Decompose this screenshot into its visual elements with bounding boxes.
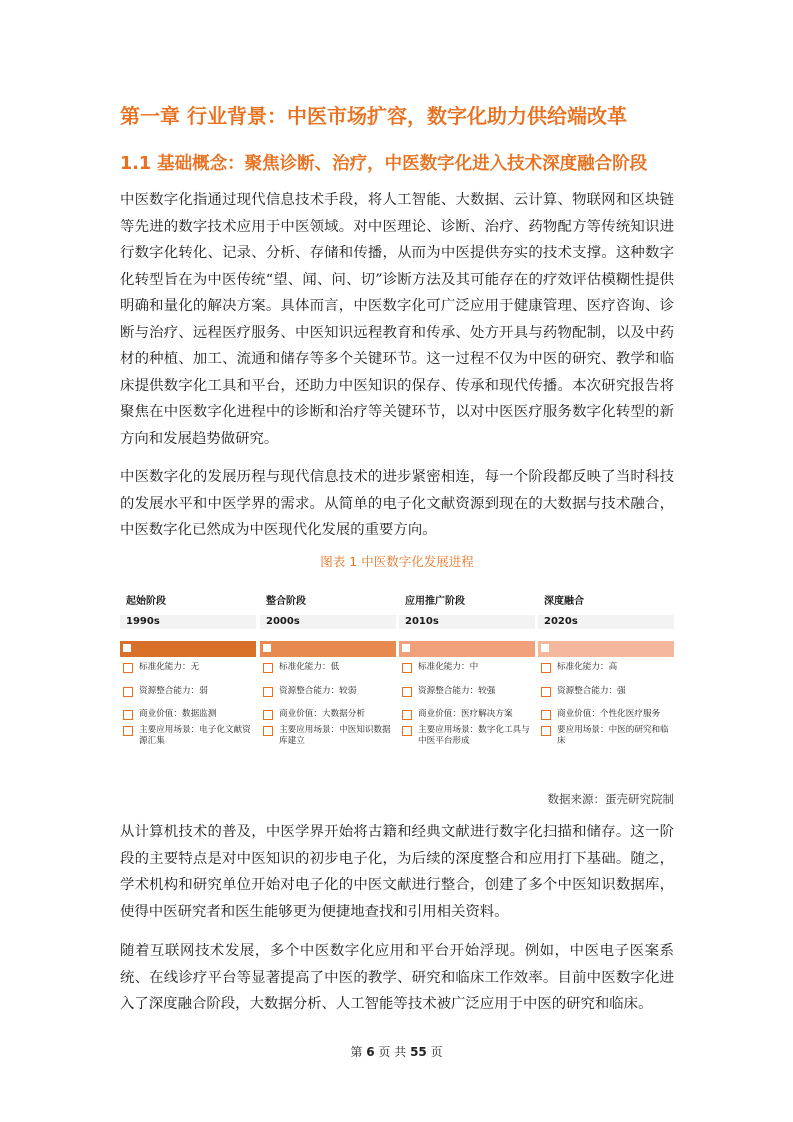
feature-integration bbox=[263, 686, 399, 697]
feature-text: 主要应用场景：中医知识数据库建立 bbox=[279, 725, 391, 746]
feature-integration bbox=[541, 686, 677, 697]
feature-commercial bbox=[402, 709, 538, 720]
checkbox-icon bbox=[402, 726, 412, 736]
paragraph-history: 中医数字化的发展历程与现代信息技术的进步紧密相连，每一个阶段都反映了当时科技的发展水平和中医学界的需求。从简单的电子化文献资源到现在的大数据与技术融合，中医数字化已然成为中医现代化发展的重要方向。 bbox=[120, 469, 674, 538]
feature-text: 资源整合能力：弱 bbox=[139, 686, 208, 696]
section-title: 1.1 基础概念：聚焦诊断、治疗，中医数字化进入技术深度融合阶段 bbox=[120, 154, 648, 174]
page-footer bbox=[0, 1043, 793, 1060]
stage-name: 起始阶段 bbox=[126, 596, 166, 607]
checkbox-icon bbox=[541, 726, 551, 736]
checkbox-icon bbox=[263, 726, 273, 736]
paragraph-early-stage: 从计算机技术的普及，中医学界开始将古籍和经典文献进行数字化扫描和储存。这一阶段的主要特点是对中医知识的初步电子化，为后续的深度整合和应用打下基础。随之，学术机构和研究单位开始对电子化的中医文献进行整合，创建了多个中医知识数据库，使得中医研究者和医生能够更为便捷地查找和引用相关资料。 bbox=[120, 824, 674, 920]
checkbox-icon bbox=[541, 687, 551, 697]
checkbox-icon bbox=[123, 687, 133, 697]
stage-bar-marker bbox=[541, 644, 549, 652]
stage-period: 2010s bbox=[399, 615, 535, 629]
stage-period: 2000s bbox=[260, 615, 396, 629]
feature-text: 资源整合能力：较弱 bbox=[279, 686, 357, 696]
feature-text: 商业价值：医疗解决方案 bbox=[418, 709, 513, 719]
stage-2 bbox=[260, 594, 396, 746]
stage-bar bbox=[399, 641, 535, 657]
feature-text: 标准化能力：无 bbox=[139, 662, 200, 672]
stage-bar-marker bbox=[402, 644, 410, 652]
feature-text: 标准化能力：低 bbox=[279, 662, 340, 672]
figure-caption: 图表 1 中医数字化发展进程 bbox=[320, 554, 474, 569]
current-page-number: 6 bbox=[366, 1045, 375, 1059]
stage-bar-marker bbox=[263, 644, 271, 652]
feature-text: 资源整合能力：强 bbox=[557, 686, 626, 696]
chapter-title: 第一章 行业背景：中医市场扩容，数字化助力供给端改革 bbox=[120, 104, 627, 128]
checkbox-icon bbox=[263, 687, 273, 697]
stage-name: 应用推广阶段 bbox=[405, 596, 465, 607]
feature-text: 主要应用场景：数字化工具与中医平台形成 bbox=[418, 725, 530, 746]
checkbox-icon bbox=[402, 663, 412, 673]
checkbox-icon bbox=[263, 710, 273, 720]
stage-bar-marker bbox=[123, 644, 131, 652]
paragraph-current-stage: 随着互联网技术发展，多个中医数字化应用和平台开始浮现。例如，中医电子医案系统、在线诊疗平台等显著提高了中医的教学、研究和临床工作效率。目前中医数字化进入了深度融合阶段，大数据分析、人工智能等技术被广泛应用于中医的研究和临床。 bbox=[120, 943, 674, 1012]
development-stages-figure bbox=[120, 594, 676, 764]
stage-3 bbox=[399, 594, 535, 746]
feature-text: 主要应用场景：电子化文献资源汇集 bbox=[139, 725, 251, 746]
feature-standardization bbox=[541, 662, 677, 673]
feature-scenario bbox=[402, 725, 538, 747]
feature-scenario bbox=[263, 725, 399, 747]
feature-text: 标准化能力：中 bbox=[418, 662, 479, 672]
feature-text: 商业价值：个性化医疗服务 bbox=[557, 709, 661, 719]
feature-text: 资源整合能力：较强 bbox=[418, 686, 496, 696]
stage-bar bbox=[120, 641, 256, 657]
checkbox-icon bbox=[402, 687, 412, 697]
feature-integration bbox=[123, 686, 259, 697]
stage-4 bbox=[538, 594, 674, 746]
checkbox-icon bbox=[402, 710, 412, 720]
stage-bar bbox=[260, 641, 396, 657]
stage-period: 2020s bbox=[538, 615, 674, 629]
feature-standardization bbox=[263, 662, 399, 673]
feature-standardization bbox=[123, 662, 259, 673]
feature-scenario bbox=[123, 725, 259, 747]
checkbox-icon bbox=[263, 663, 273, 673]
feature-text: 要应用场景：中医的研究和临床 bbox=[557, 725, 669, 746]
stage-bar bbox=[538, 641, 674, 657]
checkbox-icon bbox=[541, 710, 551, 720]
figure-source: 数据来源：蛋壳研究院制 bbox=[547, 792, 674, 806]
footer-prefix: 第 bbox=[350, 1045, 363, 1059]
checkbox-icon bbox=[123, 710, 133, 720]
feature-commercial bbox=[541, 709, 677, 720]
paragraph-definition: 中医数字化指通过现代信息技术手段，将人工智能、大数据、云计算、物联网和区块链等先进的数字技术应用于中医领域。对中医理论、诊断、治疗、药物配方等传统知识进行数字化转化、记录、分析、存储和传播，从而为中医提供夯实的技术支撑。这种数字化转型旨在为中医传统“望、闻、问、切”诊断方法及其可能存在的疗效评估模糊性提供明确和量化的解决方案。具体而言，中医数字化可广泛应用于健康管理、医疗咨询、诊断与治疗、远程医疗服务、中医知识远程教育和传承、处方开具与药物配制，以及中药材的种植、加工、流通和储存等多个关键环节。这一过程不仅为中医的研究、教学和临床提供数字化工具和平台，还助力中医知识的保存、传承和现代传播。本次研究报告将聚焦在中医数字化进程中的诊断和治疗等关键环节，以对中医医疗服务数字化转型的新方向和发展趋势做研究。 bbox=[120, 192, 674, 447]
stage-name: 整合阶段 bbox=[266, 596, 306, 607]
feature-scenario bbox=[541, 725, 677, 747]
feature-commercial bbox=[263, 709, 399, 720]
feature-text: 商业价值：数据监测 bbox=[139, 709, 217, 719]
feature-commercial bbox=[123, 709, 259, 720]
footer-middle: 页 共 bbox=[378, 1045, 407, 1059]
stage-name: 深度融合 bbox=[544, 596, 584, 607]
checkbox-icon bbox=[123, 663, 133, 673]
feature-text: 标准化能力：高 bbox=[557, 662, 618, 672]
feature-standardization bbox=[402, 662, 538, 673]
stage-period: 1990s bbox=[120, 615, 256, 629]
checkbox-icon bbox=[541, 663, 551, 673]
feature-text: 商业价值：大数据分析 bbox=[279, 709, 365, 719]
feature-integration bbox=[402, 686, 538, 697]
total-page-count: 55 bbox=[410, 1045, 427, 1059]
stage-1 bbox=[120, 594, 256, 746]
checkbox-icon bbox=[123, 726, 133, 736]
footer-suffix: 页 bbox=[430, 1045, 443, 1059]
